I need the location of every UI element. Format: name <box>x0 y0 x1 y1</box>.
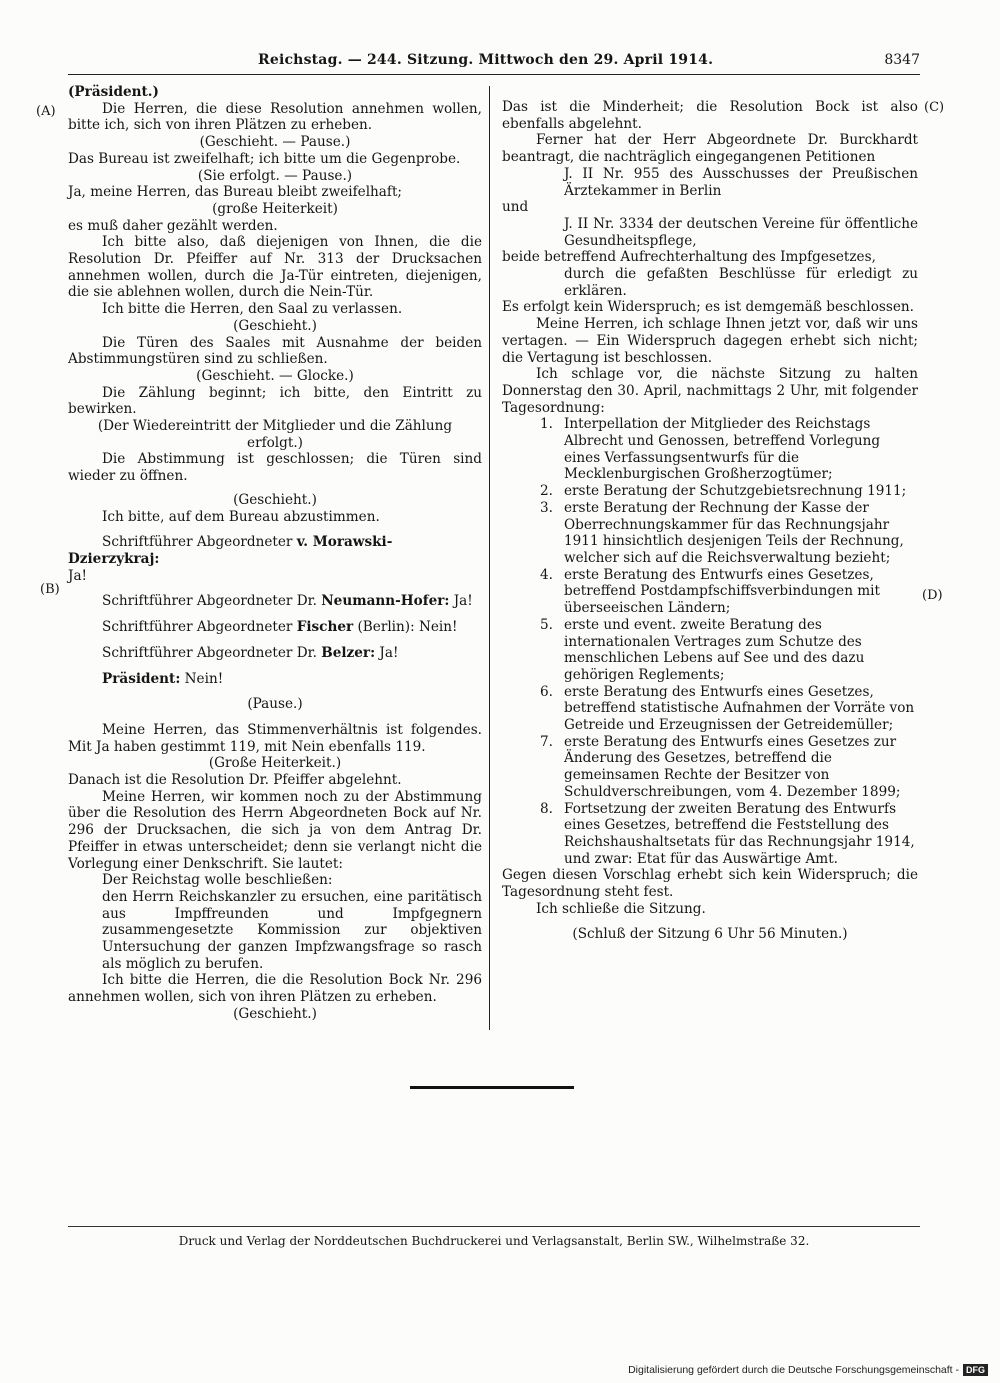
column-divider <box>489 86 490 1030</box>
stage-direction: (Pause.) <box>247 696 303 713</box>
president-label: Präsident: <box>102 670 181 687</box>
agenda-item: 5. erste und event. zweite Beratung des internationalen Vertrages zum Schutze des menschlichen Lebens auf See und des dazu gehörigen Reglements; <box>540 616 865 683</box>
digitization-note <box>628 1364 988 1376</box>
right-column <box>502 99 918 943</box>
speaker-label: (Präsident.) <box>68 84 159 100</box>
stage-direction: (Geschieht.) <box>233 491 317 508</box>
stage-direction: (Der Wiedereintritt der Mitglieder und die Zählung erfolgt.) <box>97 418 453 451</box>
paragraph: Das Bureau ist zweifelhaft; ich bitte um die Gegenprobe. <box>68 150 461 167</box>
secretary-name: Belzer: <box>321 644 376 661</box>
paragraph: Ich bitte also, daß diejenigen von Ihnen, die die Resolution Dr. Pfeiffer auf Nr. 313 der Drucksachen annehmen wollen, durch die Ja-Tür eintreten, diejenigen, die sie ablehnen wollen, durch die Nein-Tür. <box>68 234 482 301</box>
paragraph: Ich bitte, auf dem Bureau abzustimmen. <box>102 508 380 525</box>
paragraph: Meine Herren, wir kommen noch zu der Abstimmung über die Resolution des Herrn Abgeordneten Bock auf Nr. 296 der Drucksachen, die sich ja von dem Antrag Dr. Pfeiffer in etwas unterscheidet; denn sie verlangt nicht die Vorlegung einer Denkschrift. Sie lautet: <box>68 788 482 872</box>
agenda-item: 3. erste Beratung der Rechnung der Kasse der Oberrechnungskammer für das Rechnungsjahr 1911 hinsichtlich desjenigen Teils der Rechnung, welcher sich auf die Reichsverwaltung bezieht; <box>540 499 904 566</box>
agenda-item: 2. erste Beratung der Schutzgebietsrechnung 1911; <box>540 483 907 500</box>
paragraph: Ich schlage vor, die nächste Sitzung zu halten Donnerstag den 30. April, nachmittags 2 Uhr, mit folgender Tagesordnung: <box>502 366 918 416</box>
quoted-heading: Der Reichstag wolle beschließen: <box>102 872 333 889</box>
paragraph: durch die gefaßten Beschlüsse für erledigt zu erklären. <box>564 266 918 299</box>
secretary-vote: Schriftführer Abgeordneter Fischer (Berlin): Nein! <box>102 619 458 636</box>
paragraph: Die Herren, die diese Resolution annehmen wollen, bitte ich, sich von ihren Plätzen zu erheben. <box>68 100 482 134</box>
agenda-item: 7. erste Beratung des Entwurfs eines Gesetzes zur Änderung des Gesetzes, betreffend die gemeinsamen Rechte der Besitzer von Schuldverschreibungen, vom 4. Dezember 1899; <box>540 733 901 800</box>
paragraph: Meine Herren, das Stimmenverhältnis ist folgendes. Mit Ja haben gestimmt 119, mit Nein ebenfalls 119. <box>68 721 482 755</box>
running-header <box>68 50 920 72</box>
secretary-vote: Schriftführer Abgeordneter v. Morawski-Dzierzykraj: <box>68 534 393 567</box>
paragraph: beide betreffend Aufrechterhaltung des Impfgesetzes, <box>502 249 876 266</box>
paragraph: Die Türen des Saales mit Ausnahme der beiden Abstimmungstüren sind zu schließen. <box>68 334 482 368</box>
secretary-vote-value: Ja! <box>68 567 88 584</box>
petition-item: J. II Nr. 3334 der deutschen Vereine für öffentliche Gesundheitspflege, <box>564 215 918 249</box>
digitization-text: Digitalisierung gefördert durch die Deutsche Forschungsgemeinschaft - <box>628 1364 959 1376</box>
header-rule <box>68 74 920 75</box>
secretary-name: Fischer <box>296 619 354 636</box>
agenda-item: 6. erste Beratung des Entwurfs eines Gesetzes, betreffend statistische Aufnahmen der Vorräte von Getreide und Erzeugnissen der Getreidemüller; <box>540 683 915 734</box>
paragraph: Ja, meine Herren, das Bureau bleibt zweifelhaft; <box>68 184 402 201</box>
stage-direction: (Große Heiterkeit.) <box>208 755 342 772</box>
stage-direction: (Geschieht. — Glocke.) <box>196 367 354 384</box>
quoted-resolution: den Herrn Reichskanzler zu ersuchen, eine paritätisch aus Impffreunden und Impfgegnern zusammengesetzte Kommission zur objektiven Untersuchung der ganzen Impfzwangsfrage so rasch als möglich zu berufen. <box>102 888 482 972</box>
paragraph: Ich bitte die Herren, den Saal zu verlassen. <box>102 301 403 318</box>
paragraph: Das ist die Minderheit; die Resolution Bock ist also ebenfalls abgelehnt. <box>502 99 918 132</box>
end-rule <box>410 1086 574 1089</box>
paragraph: Die Abstimmung ist geschlossen; die Türen sind wieder zu öffnen. <box>68 451 482 485</box>
paragraph: Ferner hat der Herr Abgeordnete Dr. Burckhardt beantragt, die nachträglich eingegangenen Petitionen <box>502 132 918 166</box>
paragraph: Gegen diesen Vorschlag erhebt sich kein Widerspruch; die Tagesordnung steht fest. <box>502 867 918 901</box>
agenda-item: 4. erste Beratung des Entwurfs eines Gesetzes, betreffend Postdampfschiffsverbindungen mit überseeischen Ländern; <box>540 566 880 617</box>
margin-mark-a: (A) <box>36 104 56 119</box>
stage-direction: (Geschieht.) <box>233 317 317 334</box>
petition-item: J. II Nr. 955 des Ausschusses der Preußischen Ärztekammer in Berlin <box>564 165 918 199</box>
page-number: 8347 <box>884 52 920 68</box>
margin-mark-d: (D) <box>922 588 943 603</box>
president-vote: Präsident: Nein! <box>102 670 224 687</box>
margin-mark-c: (C) <box>924 100 945 115</box>
paragraph: Danach ist die Resolution Dr. Pfeiffer abgelehnt. <box>68 772 402 789</box>
agenda-list <box>502 416 918 867</box>
paragraph: Ich bitte die Herren, die die Resolution Bock Nr. 296 annehmen wollen, sich von ihren Plätzen zu erheben. <box>68 972 482 1006</box>
paragraph: Es erfolgt kein Widerspruch; es ist demgemäß beschlossen. <box>502 299 914 316</box>
printer-imprint: Druck und Verlag der Norddeutschen Buchdruckerei und Verlagsanstalt, Berlin SW., Wilhelmstraße 32. <box>178 1234 810 1248</box>
secretary-vote: Schriftführer Abgeordneter Dr. Neumann-Hofer: Ja! <box>102 593 473 610</box>
stage-direction: (Geschieht. — Pause.) <box>199 134 351 151</box>
stage-direction: (Geschieht.) <box>233 1005 317 1022</box>
paragraph: Ich schließe die Sitzung. <box>536 900 706 917</box>
secretary-name: Neumann-Hofer: <box>321 593 450 610</box>
stage-direction: (Sie erfolgt. — Pause.) <box>197 167 353 184</box>
footer-rule <box>68 1226 920 1227</box>
paragraph: Meine Herren, ich schlage Ihnen jetzt vor, daß wir uns vertagen. — Ein Widerspruch dagegen erhebt sich nicht; die Vertagung ist beschlossen. <box>502 316 918 366</box>
secretary-vote: Schriftführer Abgeordneter Dr. Belzer: Ja! <box>102 644 399 661</box>
running-title: Reichstag. — 244. Sitzung. Mittwoch den 29. April 1914. <box>258 52 714 68</box>
agenda-item: 8. Fortsetzung der zweiten Beratung des Entwurfs eines Gesetzes, betreffend die Feststellung des Reichshaushaltsetats für das Rechnungsjahr 1914, und zwar: Etat für das Auswärtige Amt. <box>540 800 915 867</box>
paragraph: es muß daher gezählt werden. <box>68 217 278 234</box>
paragraph: Die Zählung beginnt; ich bitte, den Eintritt zu bewirken. <box>68 384 482 418</box>
stage-direction: (große Heiterkeit) <box>212 200 338 217</box>
margin-mark-b: (B) <box>40 582 60 597</box>
closing-note: (Schluß der Sitzung 6 Uhr 56 Minuten.) <box>572 926 848 943</box>
paragraph: und <box>502 199 529 216</box>
agenda-item: 1. Interpellation der Mitglieder des Reichstags Albrecht und Genossen, betreffend Vorlegung eines Verfassungsentwurfs für die Mecklenburgischen Großherzogtümer; <box>540 416 881 483</box>
dfg-logo: DFG <box>963 1364 988 1376</box>
secretary-name: v. Morawski-Dzierzykraj: <box>68 534 393 567</box>
left-column <box>68 84 482 1023</box>
